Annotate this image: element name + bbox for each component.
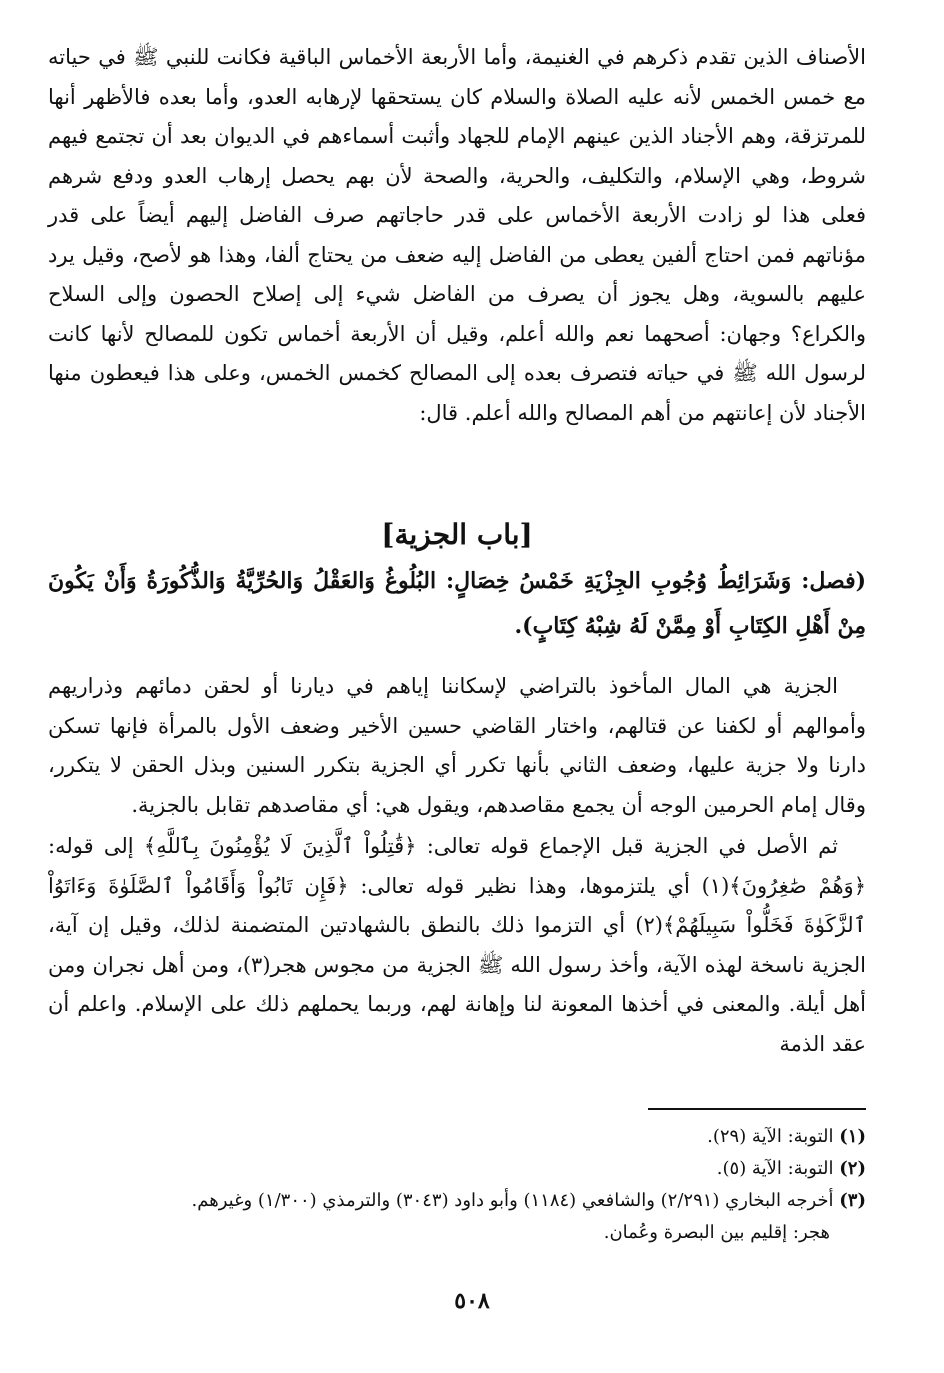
- footnote-3-continuation: [48, 1217, 866, 1249]
- page-number: ٥٠٨: [454, 1288, 490, 1314]
- footnote-divider: [648, 1108, 866, 1110]
- page-body: [48, 38, 866, 1064]
- footnote-number: (٣): [839, 1190, 866, 1211]
- footnote-text: هجر: إقليم بين البصرة وعُمان.: [603, 1222, 830, 1243]
- footnote-1: [48, 1121, 866, 1153]
- chapter-heading: [باب الجزية]: [381, 518, 533, 551]
- footnote-2: [48, 1153, 866, 1185]
- matn-text: (فصل: وَشَرَائِطُ وُجُوبِ الجِزْيَةِ خَمْسُ خِصَالٍ: البُلُوغُ وَالعَقْلُ وَالحُرِّيَّةُ وَالذُّكُورَةُ وَأَنْ يَكُونَ مِنْ أَهْلِ الكِتَابِ أَوْ مِمَّنْ لَهُ شِبْهُ كِتَابٍ).: [48, 568, 866, 639]
- footnote-3: [48, 1185, 866, 1217]
- footnote-number: (٢): [839, 1158, 866, 1179]
- paragraph-2: الجزية هي المال المأخوذ بالتراضي لإسكاننا إياهم في ديارنا أو لحقن دمائهم وذراريهم وأموالهم أو لكفنا عن قتالهم، واختار القاضي حسين الأخير وضعف الأول بالمرأة فإنها تسكن دارنا ولا جزية عليها، وضعف الثاني بأنها تكرر أي الجزية بتكرر السنين وبذل الحقن لا يتكرر، وقال إمام الحرمين الوجه أن يجمع مقاصدهم، ويقول هي: أي مقاصدهم تقابل بالجزية.: [48, 674, 866, 817]
- paragraph-1: الأصناف الذين تقدم ذكرهم في الغنيمة، وأما الأربعة الأخماس الباقية فكانت للنبي ﷺ في حياته مع خمس الخمس لأنه عليه الصلاة والسلام كان يستحقها لإرهابه العدو، وأما بعده فالأظهر أنها للمرتزقة، وهم الأجناد الذين عينهم الإمام للجهاد وأثبت أسماءهم في الديوان بعد أن تجتمع فيهم شروط، وهي الإسلام، والتكليف، والحرية، والصحة لأن بهم يحصل إرهاب العدو ودفع شرهم فعلى هذا لو زادت الأربعة الأخماس على قدر حاجاتهم صرف الفاضل إليهم أيضاً على قدر مؤناتهم فمن احتاج ألفين يعطى من الفاضل إليه ضعف من يحتاج ألفا، وهذا هو لأصح، وقيل يرد عليهم بالسوية، وهل يجوز أن يصرف من الفاضل شيء إلى إصلاح الحصون وإلى السلاح والكراع؟ وجهان: أصحهما نعم والله أعلم، وقيل أن الأربعة أخماس تكون للمصالح لأنها كانت لرسول الله ﷺ في حياته فتصرف بعده إلى المصالح كخمس الخمس، وعلى هذا فيعطون منها الأجناد لأن إعانتهم من أهم المصالح والله أعلم. قال:: [48, 45, 866, 425]
- footnote-text: التوبة: الآية (٥).: [716, 1158, 834, 1179]
- paragraph-3: ثم الأصل في الجزية قبل الإجماع قوله تعالى: ﴿قَٰتِلُواْ ٱلَّذِينَ لَا يُؤْمِنُونَ بِٱللَّهِ﴾ إلى قوله: ﴿وَهُمْ صَٰغِرُونَ﴾(١) أي يلتزموها، وهذا نظير قوله تعالى: ﴿فَإِن تَابُواْ وَأَقَامُواْ ٱلصَّلَوٰةَ وَءَاتَوُاْ ٱلزَّكَوٰةَ فَخَلُّواْ سَبِيلَهُمْ﴾(٢) أي التزموا ذلك بالنطق بالشهادتين المتضمنة لذلك، وقيل إن آية، الجزية ناسخة لهذه الآية، وأخذ رسول الله ﷺ الجزية من مجوس هجر(٣)، ومن أهل نجران ومن أهل أيلة. والمعنى في أخذها المعونة لنا وإهانة لهم، وربما يحملهم ذلك على الإسلام. واعلم أن عقد الذمة: [48, 834, 867, 1056]
- footnote-text: التوبة: الآية (٢٩).: [707, 1126, 834, 1147]
- footnote-number: (١): [839, 1126, 866, 1147]
- footnotes: [48, 1121, 866, 1249]
- footnote-text: أخرجه البخاري (٢/٢٩١) والشافعي (١١٨٤) وأبو داود (٣٠٤٣) والترمذي (١/٣٠٠) وغيرهم.: [191, 1190, 834, 1211]
